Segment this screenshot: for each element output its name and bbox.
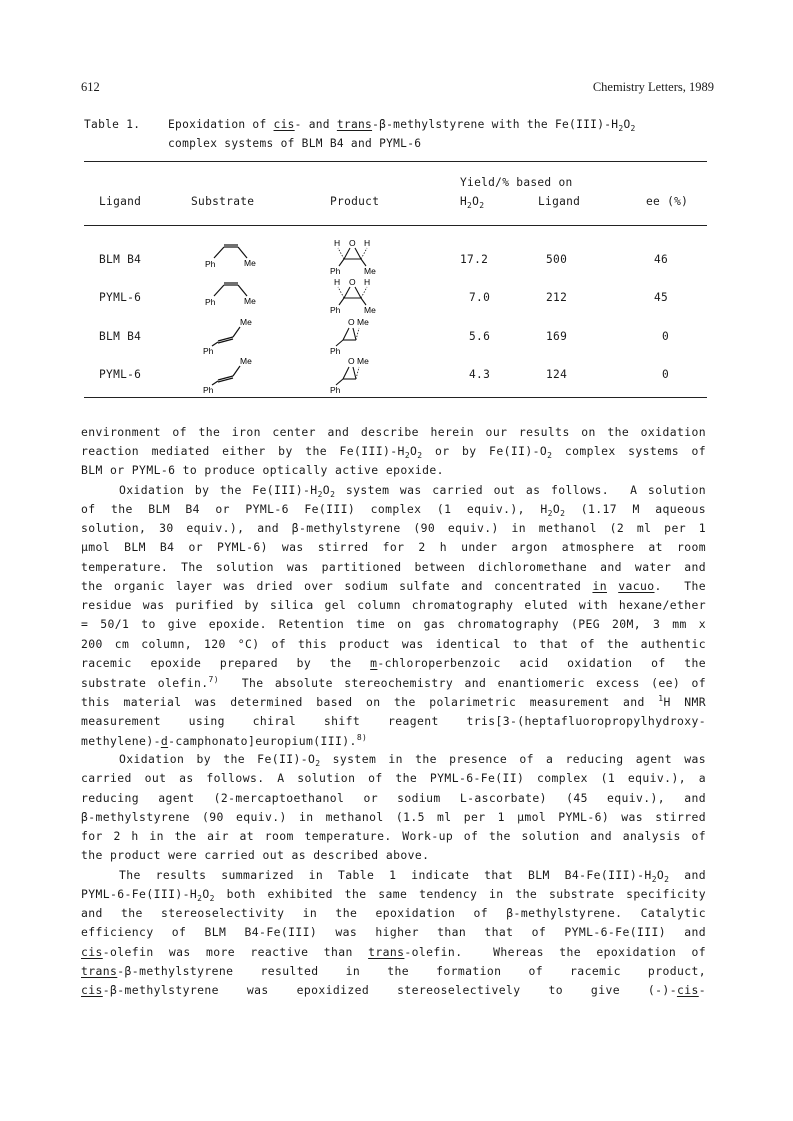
ph-label: Ph (330, 346, 341, 356)
journal-running-title: Chemistry Letters, 1989 (592, 80, 714, 94)
me-label: Me (244, 296, 256, 306)
header-product: Product (330, 195, 380, 208)
body-line-16: measurement using chiral shift reagent tris[3-(heptafluoropropylhydroxy- (81, 714, 706, 728)
row-2-substrate-cis-structure (200, 280, 270, 315)
me-label: Me (240, 317, 252, 327)
ph-label: Ph (205, 297, 216, 307)
cis-epoxide-drawing (328, 236, 398, 276)
body-line-25: PYML-$6-Fe(III)-H_2O_2$ both exhibited the same tendency in the substrate specificity (81, 887, 706, 903)
ph-label: Ph (330, 305, 341, 315)
body-line-18: Oxidation by the $Fe(II)-O_2$ system in the presence of a reducing agent was (119, 752, 706, 768)
o-label: O (348, 317, 355, 327)
body-line-12: 200 cm column, 120 °C) of this product was identical to that of the authentic (81, 637, 706, 651)
h-label: H (364, 277, 371, 287)
body-line-22: for 2 h in the air at room temperature. Work-up of the solution and analysis of (81, 829, 706, 843)
body-line-13: racemic epoxide prepared by the m-chloroperbenzoic acid oxidation of the (81, 656, 706, 670)
row-2-yield-h2o2: 7.0 (469, 291, 491, 304)
header-ee: ee (%) (646, 195, 689, 208)
body-line-2: reaction mediated either by the $Fe(III)-H_2O_2$ or by $Fe(II)-O_2$ complex systems of (81, 444, 706, 460)
body-line-1: environment of the iron center and describe herein our results on the oxidation (81, 425, 706, 439)
body-line-4: Oxidation by the $Fe(III)-H_2O_2$ system was carried out as follows. A solution (119, 483, 706, 499)
row-4-yield-ligand: 124 (546, 368, 568, 381)
me-label: Me (240, 356, 252, 366)
ph-label: Ph (205, 259, 216, 269)
me-label: Me (357, 356, 369, 366)
o-label: O (349, 277, 356, 287)
table-caption-line-1 (168, 118, 636, 133)
header-substrate: Substrate (191, 195, 255, 208)
row-4-product-trans-epoxide-structure (328, 355, 398, 400)
row-4-ligand: PYML-6 (99, 368, 142, 381)
header-yield-group: Yield/% based on (460, 176, 573, 189)
ph-label: Ph (330, 266, 341, 276)
body-line-10: residue was purified by silica gel column chromatography eluted with hexane/ether (81, 598, 706, 612)
row-3-yield-ligand: 169 (546, 330, 568, 343)
me-label: Me (364, 305, 376, 315)
row-1-yield-ligand: 500 (546, 253, 568, 266)
trans-epoxide-drawing (328, 316, 398, 356)
row-2-ligand: PYML-6 (99, 291, 142, 304)
me-label: Me (357, 317, 369, 327)
row-4-yield-h2o2: 4.3 (469, 368, 491, 381)
body-line-20: reducing agent (2-mercaptoethanol or sodium L-ascorbate) (45 equiv.), and (81, 791, 706, 805)
row-1-ligand: BLM B4 (99, 253, 142, 266)
header-yield-ligand: Ligand (538, 195, 581, 208)
me-label: Me (244, 258, 256, 268)
trans-epoxide-drawing (328, 355, 398, 395)
o-label: O (348, 356, 355, 366)
body-line-17: methylene)-d-camphonato]europium(III).$^{8)}$ (81, 733, 368, 748)
body-line-21: β-methylstyrene (90 equiv.) in methanol (1.5 ml per 1 µmol PYML-6) was stirred (81, 810, 706, 824)
body-line-9: the organic layer was dried over sodium sulfate and concentrated in vacuo. The (81, 579, 706, 593)
body-line-3: BLM or PYML-6 to produce optically active epoxide. (81, 463, 444, 477)
row-1-yield-h2o2: 17.2 (460, 253, 489, 266)
table-header-rule (84, 225, 707, 226)
row-4-substrate-trans-structure (200, 355, 270, 400)
row-1-ee: 46 (654, 253, 669, 266)
body-line-6: solution, 30 equiv.), and β-methylstyrene (90 equiv.) in methanol (2 ml per 1 (81, 521, 706, 535)
h-label: H (334, 238, 341, 248)
body-line-27: efficiency of BLM B4-Fe(III) was higher than that of PYML-6-Fe(III) and (81, 925, 706, 939)
row-2-product-cis-epoxide-structure (328, 275, 398, 320)
page-number: 612 (81, 80, 100, 94)
body-line-23: the product were carried out as described above. (81, 848, 430, 862)
caption-text: Epoxidation of cis- and trans-β-methylstyrene with the $Fe(III)-H_2O_2$ (168, 118, 636, 133)
body-line-8: temperature. The solution was partitioned between dichloromethane and water and (81, 560, 706, 574)
body-line-26: and the stereoselectivity in the epoxidation of β-methylstyrene. Catalytic (81, 906, 706, 920)
body-line-30: cis-β-methylstyrene was epoxidized stereoselectively to give (-)-cis- (81, 983, 706, 997)
header-yield-h2o2: $H_2O_2$ (460, 195, 485, 210)
row-3-ee: 0 (662, 330, 670, 343)
cis-epoxide-drawing (328, 275, 398, 315)
row-4-ee: 0 (662, 368, 670, 381)
body-line-24: The results summarized in Table 1 indicate that BLM $B4-Fe(III)-H_2O_2$ and (119, 868, 706, 884)
body-line-15: this material was determined based on the polarimetric measurement and $^1$H NMR (81, 694, 706, 709)
h-label: H (364, 238, 371, 248)
ph-label: Ph (203, 385, 214, 395)
ph-label: Ph (330, 385, 341, 395)
trans-olefin-drawing (200, 355, 270, 395)
header-ligand: Ligand (99, 195, 142, 208)
row-2-yield-ligand: 212 (546, 291, 568, 304)
o-label: O (349, 238, 356, 248)
table-label: Table 1. (84, 118, 141, 131)
body-line-14: substrate olefin.$^{7)}$ The absolute stereochemistry and enantiomeric excess (ee) of (81, 675, 707, 690)
row-3-ligand: BLM B4 (99, 330, 142, 343)
body-line-7: µmol BLM B4 or PYML-6) was stirred for 2 h under argon atmosphere at room (81, 540, 706, 554)
h-label: H (334, 277, 341, 287)
row-1-substrate-cis-structure (200, 242, 270, 277)
body-line-5: of the BLM B4 or PYML-6 Fe(III) complex (1 equiv.), $H_2O_2$ (1.17 M aqueous (81, 502, 706, 518)
table-caption-line-2: complex systems of BLM B4 and PYML-6 (168, 137, 422, 150)
me-label: Me (364, 266, 376, 276)
trans-olefin-drawing (200, 316, 270, 356)
row-2-ee: 45 (654, 291, 669, 304)
body-line-29: trans-β-methylstyrene resulted in the formation of racemic product, (81, 964, 706, 978)
body-line-19: carried out as follows. A solution of the PYML-6-Fe(II) complex (1 equiv.), a (81, 771, 706, 785)
body-line-28: cis-olefin was more reactive than trans-olefin. Whereas the epoxidation of (81, 945, 706, 959)
ph-label: Ph (203, 346, 214, 356)
cis-olefin-drawing (200, 280, 270, 310)
body-line-11: = 50/1 to give epoxide. Retention time on gas chromatography (PEG 20M, 3 mm x (81, 617, 706, 631)
cis-olefin-drawing (200, 242, 270, 272)
row-3-yield-h2o2: 5.6 (469, 330, 491, 343)
table-top-rule (84, 161, 707, 162)
